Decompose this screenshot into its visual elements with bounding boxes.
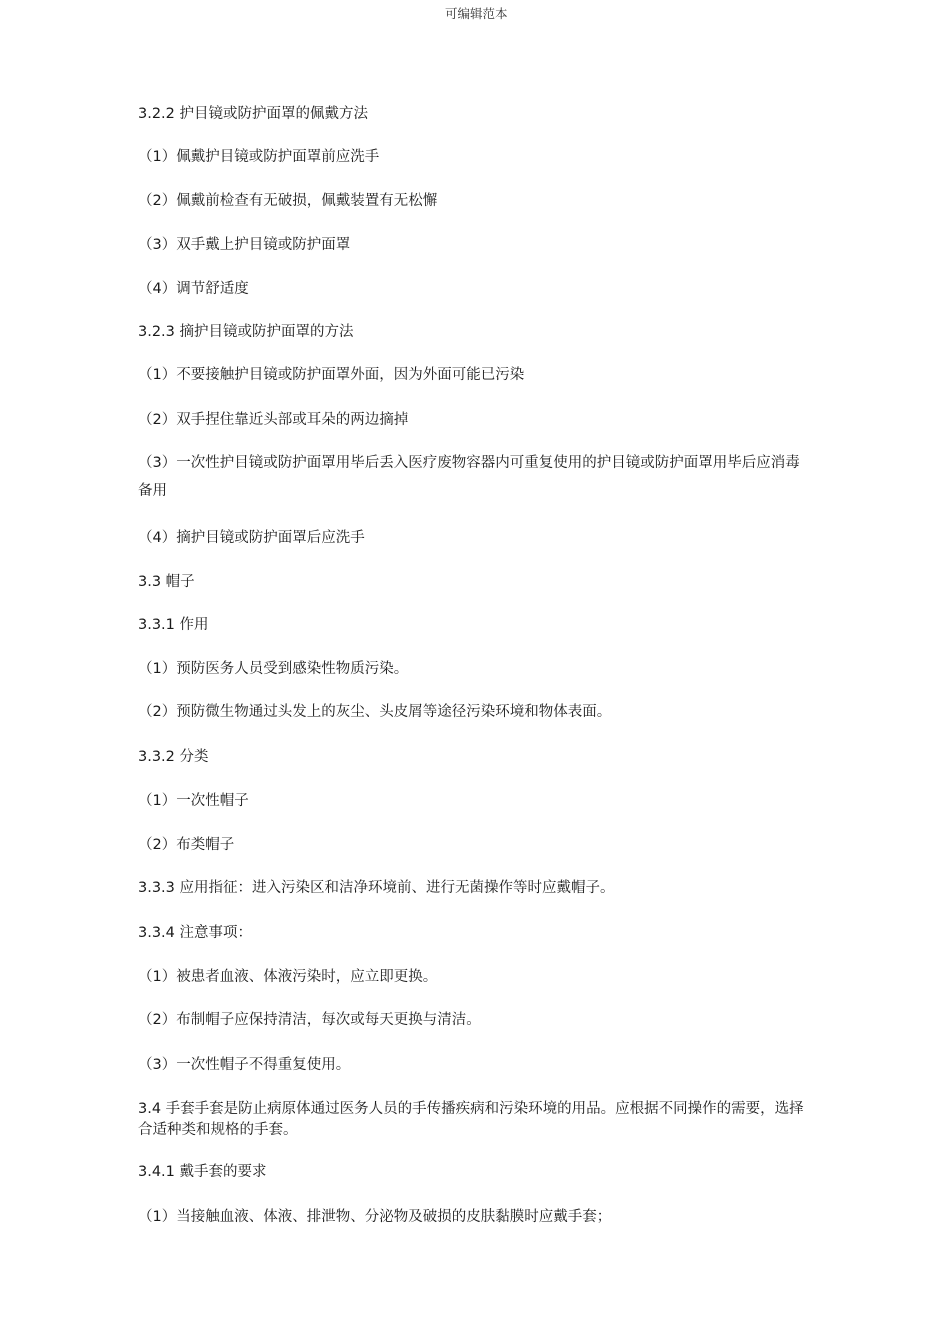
list-item: （1）被患者血液、体液污染时，应立即更换。: [138, 969, 438, 985]
section-heading-3-3-2: 3.3.2 分类: [138, 749, 209, 765]
list-item: （2）布类帽子: [138, 837, 235, 853]
list-item: （1）一次性帽子: [138, 793, 249, 809]
list-item: （2）布制帽子应保持清洁，每次或每天更换与清洁。: [138, 1012, 481, 1028]
list-item: （2）佩戴前检查有无破损，佩戴装置有无松懈: [138, 193, 438, 209]
list-item: （2）预防微生物通过头发上的灰尘、头皮屑等途径污染环境和物体表面。: [138, 704, 612, 720]
section-heading-3-2-2: 3.2.2 护目镜或防护面罩的佩戴方法: [138, 106, 369, 122]
section-heading-3-4-1: 3.4.1 戴手套的要求: [138, 1164, 267, 1180]
list-item: （1）预防医务人员受到感染性物质污染。: [138, 661, 409, 677]
list-item: （3）双手戴上护目镜或防护面罩: [138, 237, 351, 253]
section-heading-3-3-1: 3.3.1 作用: [138, 617, 209, 633]
list-item: （3）一次性帽子不得重复使用。: [138, 1057, 351, 1073]
list-item: （4）调节舒适度: [138, 281, 249, 297]
list-item: （1）佩戴护目镜或防护面罩前应洗手: [138, 149, 380, 165]
page-header-watermark: 可编辑范本: [445, 6, 508, 21]
section-heading-3-2-3: 3.2.3 摘护目镜或防护面罩的方法: [138, 324, 354, 340]
list-item: （2）双手捏住靠近头部或耳朵的两边摘掉: [138, 412, 409, 428]
section-heading-3-3: 3.3 帽子: [138, 574, 195, 590]
list-item: （4）摘护目镜或防护面罩后应洗手: [138, 530, 365, 546]
section-heading-3-3-4: 3.3.4 注意事项：: [138, 925, 253, 941]
section-heading-3-4: 3.4 手套手套是防止病原体通过医务人员的手传播疾病和污染环境的用品。应根据不同操作的需要，选择合适种类和规格的手套。: [138, 1101, 804, 1138]
list-item: （1）不要接触护目镜或防护面罩外面，因为外面可能已污染: [138, 367, 525, 383]
section-heading-3-3-3: 3.3.3 应用指征：进入污染区和洁净环境前、进行无菌操作等时应戴帽子。: [138, 880, 615, 896]
list-item: （1）当接触血液、体液、排泄物、分泌物及破损的皮肤黏膜时应戴手套；: [138, 1209, 612, 1225]
list-item: （3）一次性护目镜或防护面罩用毕后丢入医疗废物容器内可重复使用的护目镜或防护面罩用毕后应消毒备用: [138, 455, 800, 499]
